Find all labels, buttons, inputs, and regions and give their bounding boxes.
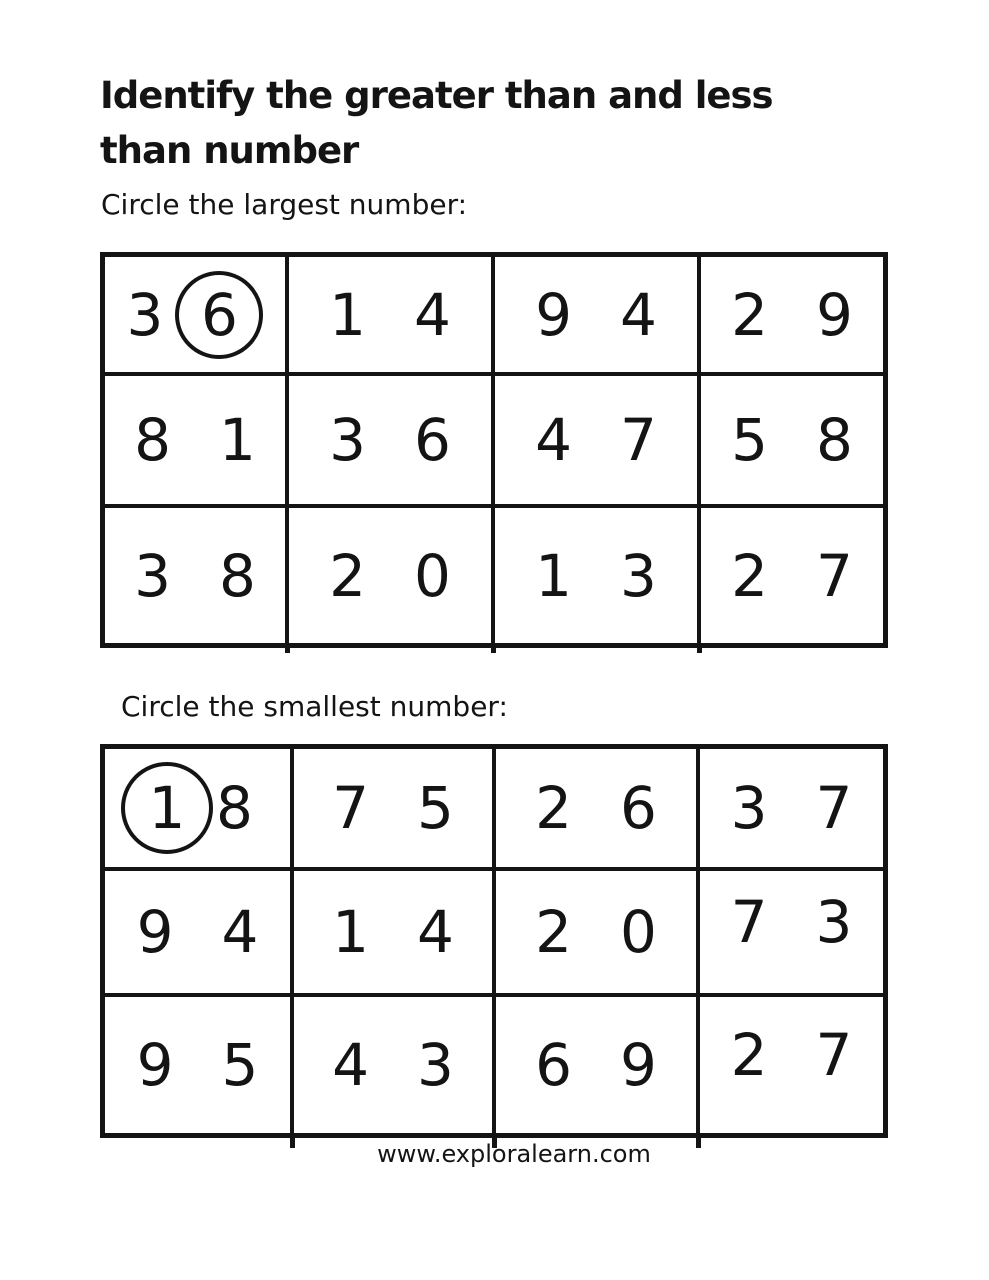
number: 4 bbox=[414, 280, 451, 349]
number: 4 bbox=[221, 898, 259, 966]
number: 3 bbox=[417, 1031, 454, 1099]
number: 2 bbox=[329, 541, 366, 610]
circle-annotation bbox=[175, 271, 263, 359]
number: 1 bbox=[219, 406, 256, 474]
number: 6 bbox=[201, 280, 238, 349]
number: 9 bbox=[136, 898, 174, 966]
largest-number-grid-wrap bbox=[100, 252, 888, 648]
grid-cell bbox=[495, 508, 701, 643]
grid-cell bbox=[289, 376, 495, 508]
number: 8 bbox=[134, 406, 171, 474]
section-smallest-label: Circle the smallest number: bbox=[121, 690, 508, 723]
number: 9 bbox=[620, 1031, 657, 1099]
number: 4 bbox=[620, 280, 657, 349]
number: 2 bbox=[731, 280, 768, 349]
grid-cell bbox=[294, 997, 496, 1133]
grid-cell bbox=[700, 997, 883, 1133]
grid-cell bbox=[496, 871, 700, 997]
number: 5 bbox=[731, 406, 768, 474]
grid-cell bbox=[701, 376, 883, 508]
number: 1 bbox=[535, 541, 572, 610]
grid-cell bbox=[495, 376, 701, 508]
grid-line-tick bbox=[697, 644, 702, 653]
number: 7 bbox=[815, 774, 853, 842]
grid-cell bbox=[495, 257, 701, 376]
section-largest-label: Circle the largest number: bbox=[101, 188, 468, 221]
grid-cell bbox=[701, 508, 883, 643]
number: 2 bbox=[535, 774, 572, 842]
number-grid-largest bbox=[100, 252, 888, 648]
grid-line-tick bbox=[285, 644, 290, 653]
number: 1 bbox=[332, 898, 369, 966]
number: 0 bbox=[414, 541, 451, 610]
number: 7 bbox=[620, 406, 657, 474]
number: 8 bbox=[816, 406, 853, 474]
number: 3 bbox=[134, 541, 171, 610]
page-title bbox=[100, 68, 773, 178]
grid-cell bbox=[105, 257, 289, 376]
number: 0 bbox=[620, 898, 657, 966]
number: 7 bbox=[816, 541, 853, 610]
number: 7 bbox=[730, 888, 768, 956]
smallest-number-grid-wrap bbox=[100, 744, 888, 1138]
grid-cell bbox=[105, 749, 294, 871]
number: 5 bbox=[221, 1031, 259, 1099]
number: 6 bbox=[620, 774, 657, 842]
number: 7 bbox=[815, 1021, 853, 1089]
grid-line-tick bbox=[491, 644, 496, 653]
number: 5 bbox=[417, 774, 454, 842]
number: 8 bbox=[219, 541, 256, 610]
number: 3 bbox=[620, 541, 657, 610]
number: 6 bbox=[414, 406, 451, 474]
number: 3 bbox=[815, 888, 853, 956]
grid-cell bbox=[289, 508, 495, 643]
grid-cell bbox=[294, 749, 496, 871]
number: 7 bbox=[332, 774, 369, 842]
number: 3 bbox=[126, 280, 164, 349]
number: 6 bbox=[535, 1031, 572, 1099]
number: 3 bbox=[730, 774, 768, 842]
grid-cell bbox=[105, 871, 294, 997]
grid-cell bbox=[701, 257, 883, 376]
grid-cell bbox=[700, 749, 883, 871]
number: 2 bbox=[730, 1021, 768, 1089]
number: 9 bbox=[535, 280, 572, 349]
number: 3 bbox=[329, 406, 366, 474]
number: 4 bbox=[332, 1031, 369, 1099]
grid-cell bbox=[289, 257, 495, 376]
number: 9 bbox=[816, 280, 853, 349]
grid-cell bbox=[700, 871, 883, 997]
grid-cell bbox=[496, 749, 700, 871]
footer-url: www.exploralearn.com bbox=[377, 1140, 651, 1168]
number: 8 bbox=[216, 774, 253, 842]
number-grid-smallest bbox=[100, 744, 888, 1138]
grid-cell bbox=[105, 997, 294, 1133]
number: 1 bbox=[148, 774, 186, 842]
grid-cell bbox=[105, 376, 289, 508]
number: 2 bbox=[535, 898, 572, 966]
page-title-line-1: Identify the greater than and less bbox=[100, 73, 773, 117]
page-title-line-2: than number bbox=[100, 128, 359, 172]
number: 4 bbox=[417, 898, 454, 966]
number: 2 bbox=[731, 541, 768, 610]
grid-cell bbox=[496, 997, 700, 1133]
number: 9 bbox=[136, 1031, 174, 1099]
circle-annotation bbox=[121, 762, 213, 854]
grid-cell bbox=[294, 871, 496, 997]
number: 1 bbox=[329, 280, 366, 349]
grid-cell bbox=[105, 508, 289, 643]
number: 4 bbox=[535, 406, 572, 474]
